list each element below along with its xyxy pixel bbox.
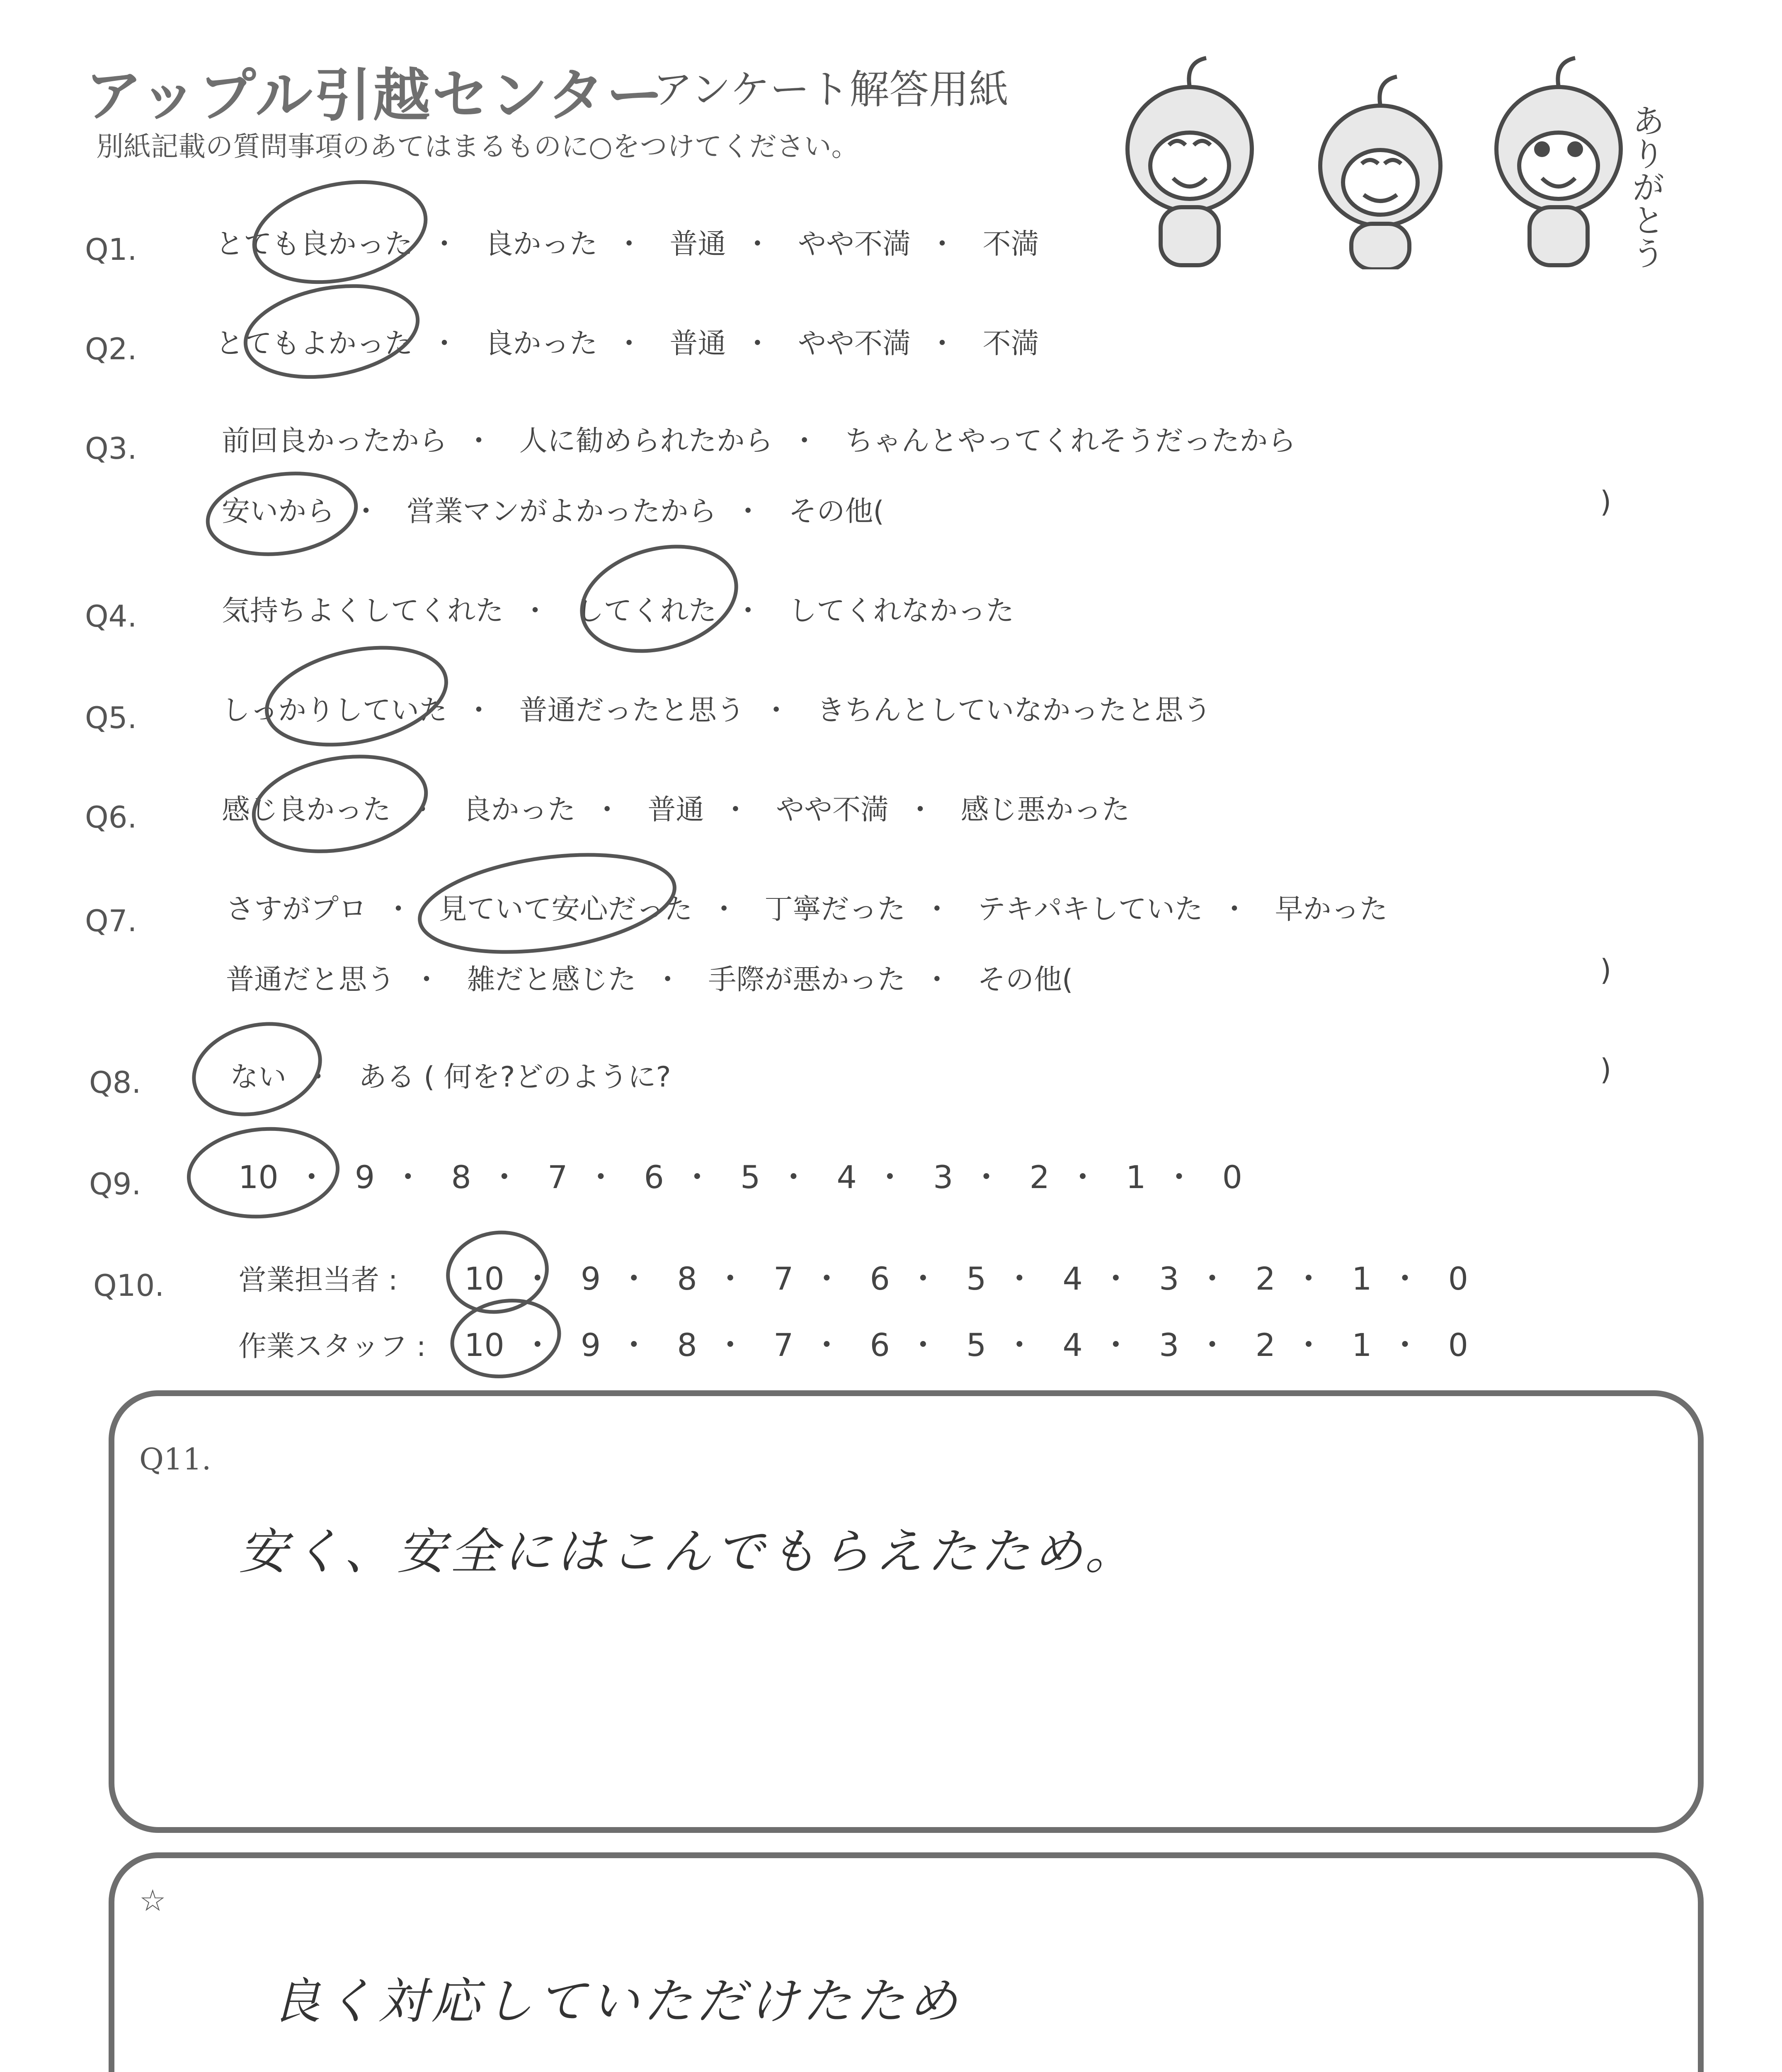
q3-option-5[interactable]: 営業マンがよかったから <box>406 495 717 528</box>
q9-score-9[interactable]: 9 <box>354 1159 375 1196</box>
q7-paren-close: ) <box>1600 953 1612 987</box>
q6-option-3[interactable]: 普通 <box>647 794 704 826</box>
q10-sales-score-4[interactable]: 4 <box>1062 1260 1083 1297</box>
q6-option-4[interactable]: やや不満 <box>776 794 889 826</box>
q9-score-10[interactable]: 10 <box>238 1159 279 1196</box>
q10-staff-score-3[interactable]: 3 <box>1159 1326 1179 1363</box>
q10-staff-label: 作業スタッフ : <box>238 1330 426 1363</box>
q10-staff-score-1[interactable]: 1 <box>1352 1326 1372 1363</box>
q9-score-4[interactable]: 4 <box>836 1159 857 1196</box>
q11-label: Q11. <box>139 1442 211 1477</box>
q10-sales-score-2[interactable]: 2 <box>1255 1260 1275 1297</box>
q10-staff-score-0[interactable]: 0 <box>1448 1326 1469 1363</box>
q6-option-1[interactable]: 感じ良かった <box>222 794 391 826</box>
q2-answer-circle <box>238 274 425 390</box>
q7-option-3[interactable]: 丁寧だった <box>764 893 906 926</box>
q6-option-2[interactable]: 良かった <box>463 794 576 826</box>
q10-staff-score-8[interactable]: 8 <box>677 1326 697 1363</box>
q9-answer-circle <box>185 1123 342 1223</box>
q4-number: Q4. <box>85 599 137 634</box>
q1-option-1[interactable]: とても良かった <box>216 228 413 261</box>
q7-option-5[interactable]: 早かった <box>1275 893 1388 926</box>
q6-options: 感じ良かった ・ 良かった ・ 普通 ・ やや不満 ・ 感じ悪かった <box>222 794 1130 826</box>
q3-options-line2: 安いから ・ 営業マンがよかったから ・ その他( <box>222 495 884 528</box>
q10-staff-score-2[interactable]: 2 <box>1255 1326 1275 1363</box>
q5-option-2[interactable]: 普通だったと思う <box>519 694 745 727</box>
q4-option-3[interactable]: してくれなかった <box>788 595 1014 627</box>
star-comment-box[interactable] <box>109 1852 1704 2072</box>
q9-score-3[interactable]: 3 <box>933 1159 953 1196</box>
q9-score-2[interactable]: 2 <box>1029 1159 1050 1196</box>
q1-number: Q1. <box>85 232 137 267</box>
q3-option-2[interactable]: 人に勧められたから <box>519 425 773 457</box>
q2-option-3[interactable]: 普通 <box>669 327 726 360</box>
star-handwritten-answer: 良く対応していただけたため <box>272 1973 962 2030</box>
q5-option-3[interactable]: きちんとしていなかったと思う <box>817 694 1212 727</box>
q4-option-2[interactable]: してくれた <box>575 595 717 627</box>
q1-answer-circle <box>245 167 435 297</box>
q1-option-3[interactable]: 普通 <box>669 228 726 261</box>
form-instruction: 別紙記載の質問事項のあてはまるものに○をつけてください。 <box>96 131 859 162</box>
q4-option-1[interactable]: 気持ちよくしてくれた <box>222 595 504 627</box>
form-subtitle: アンケート解答用紙 <box>653 66 1009 113</box>
q9-score-0[interactable]: 0 <box>1222 1159 1243 1196</box>
q10-staff-score-9[interactable]: 9 <box>580 1326 601 1363</box>
q6-answer-circle <box>246 744 434 864</box>
q8-answer-circle <box>184 1010 330 1128</box>
q2-number: Q2. <box>85 332 137 366</box>
q7-option-6[interactable]: 普通だと思う <box>226 963 395 996</box>
q7-option-4[interactable]: テキパキしていた <box>977 893 1203 926</box>
q10-sales-score-0[interactable]: 0 <box>1448 1260 1469 1297</box>
q3-options-line1: 前回良かったから ・ 人に勧められたから ・ ちゃんとやってくれそうだったから <box>222 425 1296 457</box>
q10-sales-scale: 10 ・ 9 ・ 8 ・ 7 ・ 6 ・ 5 ・ 4 ・ 3 ・ 2 ・ 1 ・ 0 <box>464 1260 1469 1297</box>
q3-option-3[interactable]: ちゃんとやってくれそうだったから <box>845 425 1296 457</box>
q5-number: Q5. <box>85 700 137 735</box>
q10-number: Q10. <box>93 1268 165 1303</box>
q7-option-other[interactable]: その他( <box>977 963 1073 996</box>
q9-score-6[interactable]: 6 <box>644 1159 664 1196</box>
q8-number: Q8. <box>89 1065 141 1100</box>
q2-option-1[interactable]: とてもよかった <box>216 327 413 360</box>
q8-paren-close: ) <box>1600 1053 1612 1087</box>
q3-number: Q3. <box>85 431 137 466</box>
q4-options: 気持ちよくしてくれた ・ してくれた ・ してくれなかった <box>222 595 1014 627</box>
q8-option-1[interactable]: ない <box>230 1061 287 1094</box>
q5-options: しっかりしていた ・ 普通だったと思う ・ きちんとしていなかったと思う <box>222 694 1212 727</box>
q2-option-2[interactable]: 良かった <box>485 327 598 360</box>
company-title: アップル引越センター <box>85 62 665 129</box>
q1-option-5[interactable]: 不満 <box>982 228 1039 261</box>
q11-comment-box[interactable] <box>109 1390 1704 1833</box>
q11-handwritten-answer: 安く、安全にはこんでもらえたため。 <box>239 1523 1138 1580</box>
q9-score-1[interactable]: 1 <box>1126 1159 1146 1196</box>
q3-option-other[interactable]: その他( <box>788 495 884 528</box>
q7-number: Q7. <box>85 903 137 938</box>
thanks-text: ありがとう <box>1626 104 1665 269</box>
q3-option-4[interactable]: 安いから <box>222 495 335 528</box>
q10-sales-score-6[interactable]: 6 <box>870 1260 890 1297</box>
q10-staff-scale: 10 ・ 9 ・ 8 ・ 7 ・ 6 ・ 5 ・ 4 ・ 3 ・ 2 ・ 1 ・ 0 <box>464 1326 1469 1363</box>
q2-option-5[interactable]: 不満 <box>982 327 1039 360</box>
q2-option-4[interactable]: やや不満 <box>798 327 911 360</box>
q7-option-1[interactable]: さすがプロ <box>226 893 367 926</box>
q8-options: ない ・ ある ( 何を?どのように? <box>230 1061 671 1094</box>
q7-answer-circle <box>414 840 681 966</box>
q4-answer-circle <box>570 530 748 667</box>
q10-sales-score-3[interactable]: 3 <box>1159 1260 1179 1297</box>
q10-staff-score-10[interactable]: 10 <box>464 1326 504 1363</box>
q7-option-8[interactable]: 手際が悪かった <box>708 963 906 996</box>
q10-staff-score-5[interactable]: 5 <box>966 1326 987 1363</box>
q5-answer-circle <box>258 633 455 760</box>
q10-staff-score-4[interactable]: 4 <box>1062 1326 1083 1363</box>
q7-option-7[interactable]: 雑だと感じた <box>467 963 636 996</box>
q10-staff-answer-circle <box>446 1293 565 1385</box>
q10-staff-score-7[interactable]: 7 <box>773 1326 794 1363</box>
q10-sales-score-9[interactable]: 9 <box>580 1260 601 1297</box>
q1-option-4[interactable]: やや不満 <box>798 228 911 261</box>
q7-option-2[interactable]: 見ていて安心だった <box>439 893 693 926</box>
q8-option-2[interactable]: ある ( 何を?どのように? <box>358 1061 671 1094</box>
q10-staff-score-6[interactable]: 6 <box>870 1326 890 1363</box>
q9-scale: 10 ・ 9 ・ 8 ・ 7 ・ 6 ・ 5 ・ 4 ・ 3 ・ 2 ・ 1 ・ 0 <box>238 1159 1243 1196</box>
star-label: ☆ <box>139 1883 166 1918</box>
q1-options: とても良かった ・ 良かった ・ 普通 ・ やや不満 ・ 不満 <box>216 228 1039 261</box>
q10-sales-score-5[interactable]: 5 <box>966 1260 987 1297</box>
q10-sales-label: 営業担当者 : <box>238 1264 398 1297</box>
q3-option-1[interactable]: 前回良かったから <box>222 425 448 457</box>
q9-score-7[interactable]: 7 <box>547 1159 568 1196</box>
q5-option-1[interactable]: しっかりしていた <box>222 694 448 727</box>
q6-number: Q6. <box>85 800 137 835</box>
q9-score-8[interactable]: 8 <box>451 1159 471 1196</box>
q9-score-5[interactable]: 5 <box>740 1159 761 1196</box>
q3-paren-close: ) <box>1600 485 1612 519</box>
q9-number: Q9. <box>89 1167 141 1201</box>
q10-sales-score-8[interactable]: 8 <box>677 1260 697 1297</box>
q6-option-5[interactable]: 感じ悪かった <box>960 794 1130 826</box>
q7-options-line1: さすがプロ ・ 見ていて安心だった ・ 丁寧だった ・ テキパキしていた ・ 早かった <box>226 893 1388 926</box>
q1-option-2[interactable]: 良かった <box>485 228 598 261</box>
q2-options: とてもよかった ・ 良かった ・ 普通 ・ やや不満 ・ 不満 <box>216 327 1039 360</box>
q10-sales-score-7[interactable]: 7 <box>773 1260 794 1297</box>
q10-sales-score-1[interactable]: 1 <box>1352 1260 1372 1297</box>
q10-sales-score-10[interactable]: 10 <box>464 1260 504 1297</box>
q7-options-line2: 普通だと思う ・ 雑だと感じた ・ 手際が悪かった ・ その他( <box>226 963 1073 996</box>
q3-answer-circle <box>203 465 361 563</box>
